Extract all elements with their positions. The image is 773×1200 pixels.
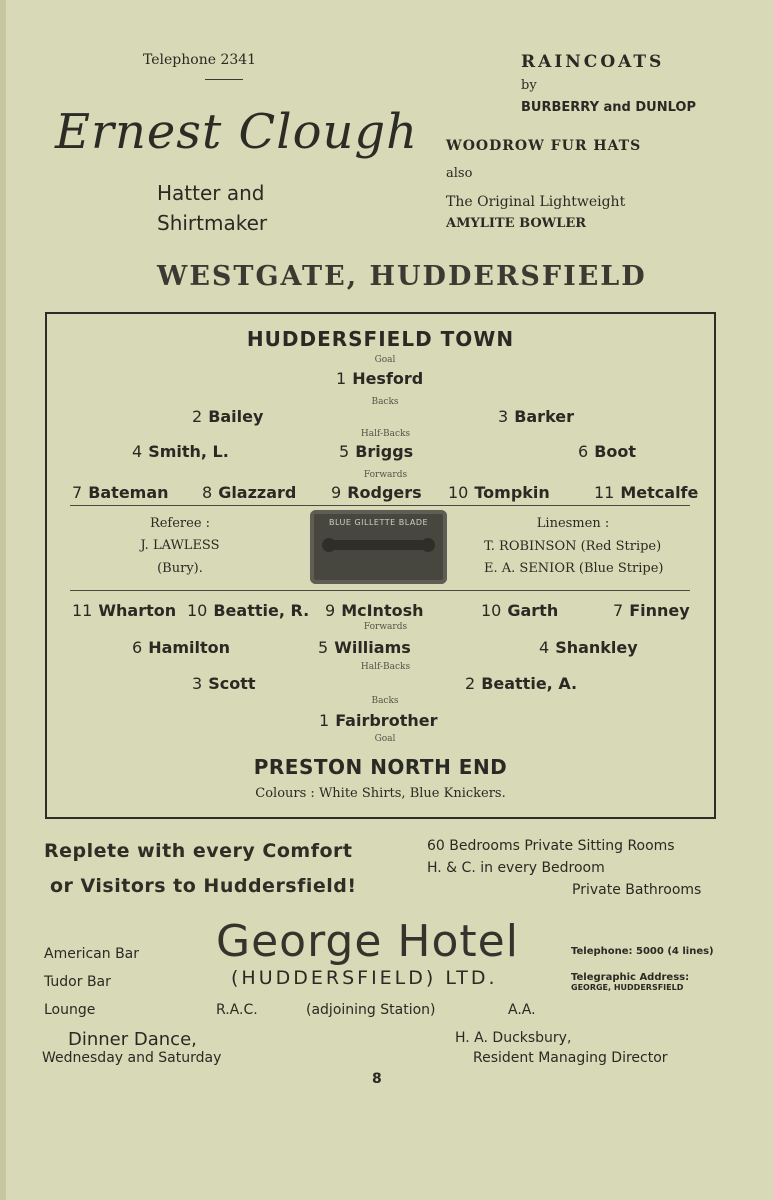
home-forward: 11 Metcalfe	[594, 483, 699, 502]
replete-line1: Replete with every Comfort	[44, 840, 353, 862]
away-forward: 10 Garth	[481, 601, 559, 620]
backs-label: Backs	[371, 397, 399, 407]
by-text: by	[521, 78, 537, 93]
hotel-name: George Hotel	[216, 916, 519, 967]
away-half-back-right: 4 Shankley	[539, 638, 638, 657]
dinner-days: Wednesday and Saturday	[42, 1050, 222, 1066]
away-goalkeeper: 1 Fairbrother	[319, 711, 438, 730]
hotel-telephone: Telephone: 5000 (4 lines)	[571, 946, 714, 957]
away-forward: 11 Wharton	[72, 601, 177, 620]
home-forward: 7 Bateman	[72, 483, 169, 502]
page-edge	[0, 0, 6, 1200]
away-forward: 9 McIntosh	[325, 601, 424, 620]
telegraphic-label: Telegraphic Address:	[571, 972, 690, 983]
home-goalkeeper: 1 Hesford	[336, 369, 424, 388]
half-backs-label: Half-Backs	[360, 429, 411, 439]
raincoats-heading: RAINCOATS	[521, 52, 665, 72]
rooms-line2: H. & C. in every Bedroom	[427, 860, 605, 876]
razor-slot	[330, 540, 427, 550]
home-forward: 8 Glazzard	[202, 483, 297, 502]
home-back-right: 3 Barker	[498, 407, 575, 426]
home-forward: 10 Tompkin	[448, 483, 550, 502]
adjoining-text: (adjoining Station)	[306, 1002, 436, 1018]
replete-line2: or Visitors to Huddersfield!	[50, 875, 357, 897]
referee-label: Referee :	[149, 516, 211, 531]
home-half-back-right: 6 Boot	[578, 442, 637, 461]
page-number: 8	[372, 1071, 382, 1087]
backs-label: Backs	[371, 696, 399, 706]
address-heading: WESTGATE, HUDDERSFIELD	[157, 261, 647, 292]
away-back-right: 2 Beattie, A.	[465, 674, 578, 693]
razor-blade-image	[310, 510, 447, 584]
goal-label: Goal	[374, 734, 396, 744]
divider	[70, 590, 690, 591]
also-text: also	[446, 166, 473, 181]
dinner-dance: Dinner Dance,	[68, 1029, 197, 1050]
referee-name: J. LAWLESS	[140, 538, 220, 553]
half-backs-label: Half-Backs	[360, 662, 411, 672]
away-colours: Colours : White Shirts, Blue Knickers.	[255, 786, 506, 801]
divider	[70, 505, 690, 506]
away-team-name: PRESTON NORTH END	[253, 755, 508, 779]
hotel-company: (HUDDERSFIELD) LTD.	[231, 967, 498, 989]
referee-town: (Bury).	[157, 561, 203, 576]
rooms-line3: Private Bathrooms	[572, 882, 702, 898]
fur-hats-text: WOODROW FUR HATS	[446, 138, 642, 154]
tudor-bar: Tudor Bar	[44, 974, 111, 990]
american-bar: American Bar	[44, 946, 140, 962]
manager-name: H. A. Ducksbury,	[455, 1030, 572, 1046]
shop-name: Ernest Clough	[55, 104, 419, 160]
goal-label: Goal	[374, 355, 396, 365]
away-half-back-centre: 5 Williams	[318, 638, 411, 657]
original-text: The Original Lightweight	[446, 194, 626, 210]
away-back-left: 3 Scott	[192, 674, 256, 693]
trade-line2: Shirtmaker	[157, 211, 268, 235]
linesman-2: E. A. SENIOR (Blue Stripe)	[484, 561, 664, 576]
telephone-text: Telephone 2341	[143, 52, 257, 68]
home-team-name: HUDDERSFIELD TOWN	[246, 327, 515, 351]
linesman-1: T. ROBINSON (Red Stripe)	[484, 539, 662, 554]
forwards-label: Forwards	[363, 622, 408, 632]
lounge: Lounge	[44, 1002, 96, 1018]
home-half-back-left: 4 Smith, L.	[132, 442, 229, 461]
forwards-label: Forwards	[363, 470, 408, 480]
bowler-text: AMYLITE BOWLER	[446, 216, 587, 231]
linesmen-label: Linesmen :	[536, 516, 610, 531]
home-back-left: 2 Bailey	[192, 407, 264, 426]
rac-text: R.A.C.	[216, 1002, 258, 1018]
away-half-back-left: 6 Hamilton	[132, 638, 231, 657]
divider	[205, 79, 243, 80]
rooms-line1: 60 Bedrooms Private Sitting Rooms	[427, 838, 675, 854]
razor-blade-label: BLUE GILLETTE BLADE	[328, 518, 429, 527]
home-half-back-centre: 5 Briggs	[339, 442, 414, 461]
razor-hole	[322, 538, 336, 552]
home-forward: 9 Rodgers	[331, 483, 422, 502]
manager-title: Resident Managing Director	[473, 1050, 668, 1066]
razor-hole	[421, 538, 435, 552]
aa-text: A.A.	[508, 1002, 536, 1018]
telegraphic-value: GEORGE, HUDDERSFIELD	[571, 983, 684, 992]
trade-line1: Hatter and	[157, 181, 265, 205]
away-forward: 7 Finney	[613, 601, 690, 620]
away-forward: 10 Beattie, R.	[187, 601, 310, 620]
makers-text: BURBERRY and DUNLOP	[521, 100, 696, 115]
